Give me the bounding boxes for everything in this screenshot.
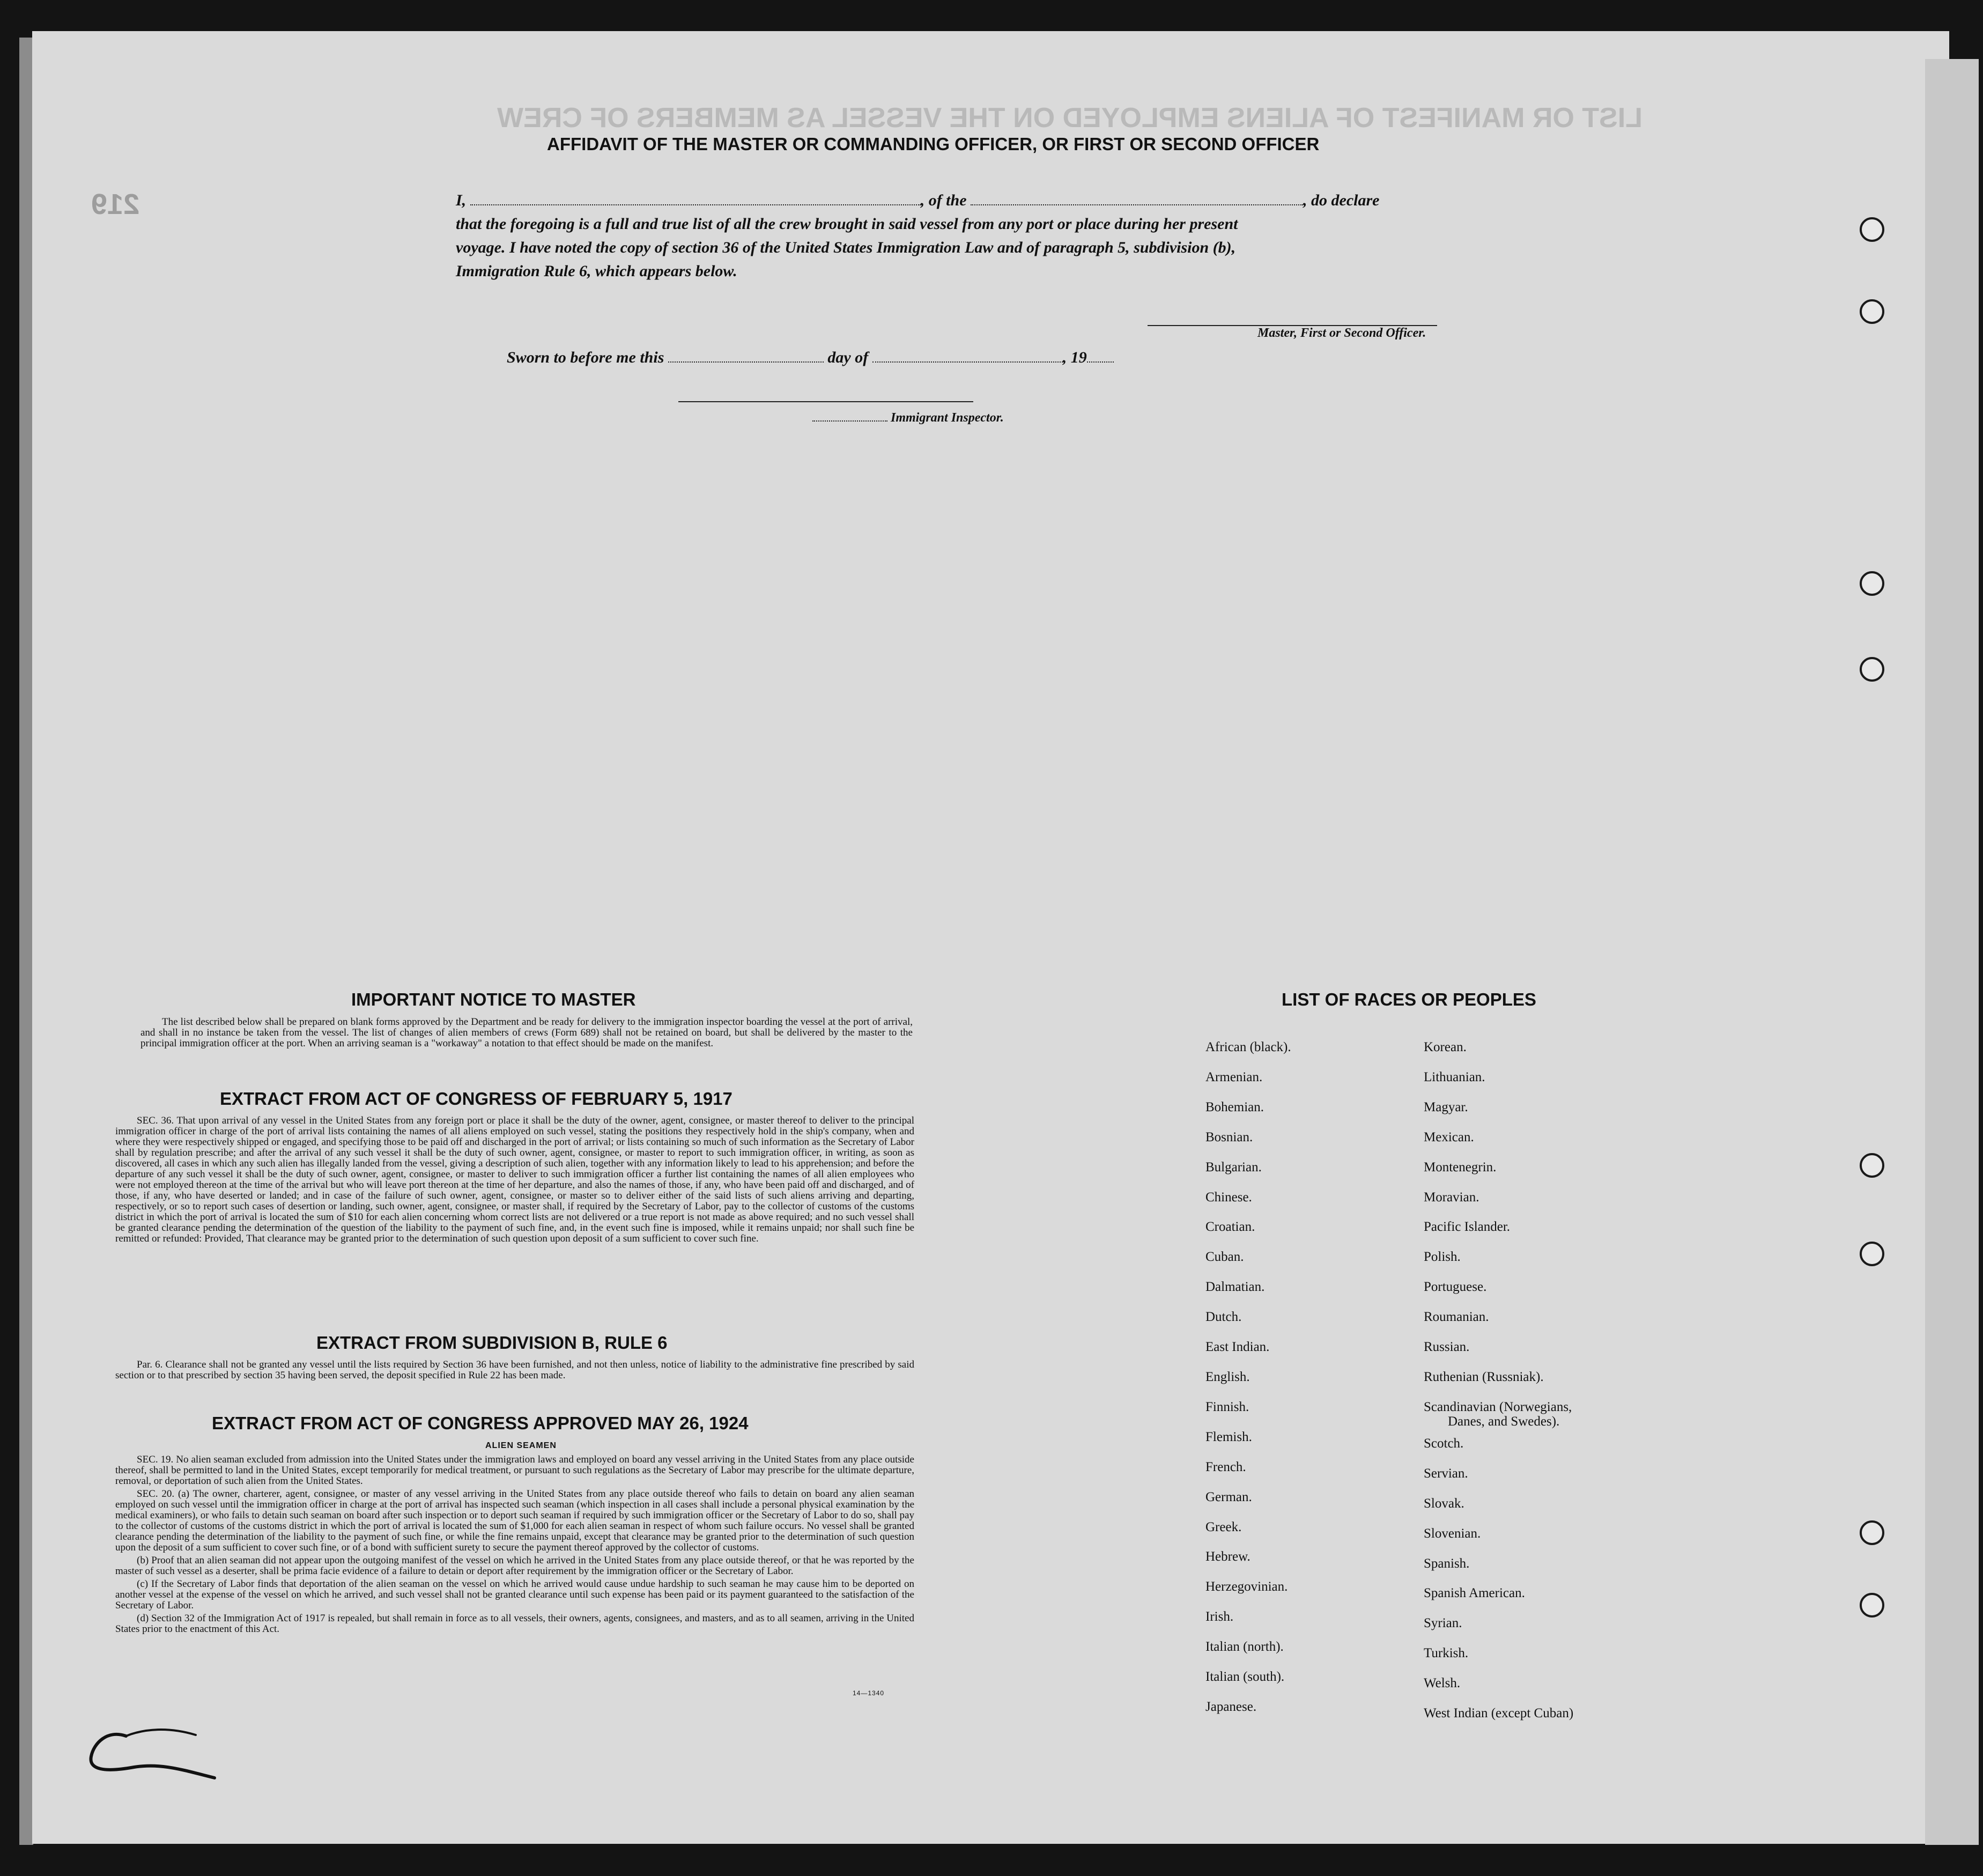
race-item: Moravian. <box>1424 1190 1479 1205</box>
punch-hole <box>1860 657 1884 682</box>
inspector-signature-line[interactable] <box>678 401 973 402</box>
race-item: Dalmatian. <box>1205 1280 1265 1295</box>
race-item: Turkish. <box>1424 1646 1469 1661</box>
notice-title: IMPORTANT NOTICE TO MASTER <box>351 989 636 1009</box>
affidavit-line-4: Immigration Rule 6, which appears below. <box>456 262 737 280</box>
race-item: German. <box>1205 1489 1252 1504</box>
section-20d-paragraph: (d) Section 32 of the Immigration Act of 1917 is repealed, but shall remain in force as to all vessels, their owners, agents, consignees, and masters, and as to all seamen, arriving in the United States prior to the enactment of this Act. <box>115 1613 914 1635</box>
race-item: English. <box>1205 1369 1250 1384</box>
section-20b-paragraph: (b) Proof that an alien seaman did not appear upon the outgoing manifest of the vessel on which he arrived in the United States from any place outside thereof, or that he was reported by the master of such vessel as a deserter, shall be prima facie evidence of a failure to detain or deport after requirement by the immigration officer or the Secretary of Labor. <box>115 1555 914 1577</box>
race-item: Polish. <box>1424 1250 1461 1265</box>
race-item: Korean. <box>1424 1040 1467 1054</box>
affidavit-i: I, <box>456 191 467 209</box>
race-item: Bulgarian. <box>1205 1159 1262 1175</box>
form-number: 14—1340 <box>853 1689 885 1697</box>
bleed-through-number: 219 <box>91 188 140 220</box>
race-item: Russian. <box>1424 1340 1470 1355</box>
extract-rule6-title: EXTRACT FROM SUBDIVISION B, RULE 6 <box>316 1333 668 1353</box>
race-item: Servian. <box>1424 1466 1468 1481</box>
race-item: Magyar. <box>1424 1099 1468 1114</box>
race-item: Japanese. <box>1205 1699 1257 1714</box>
race-item: Herzegovinian. <box>1205 1579 1288 1594</box>
sworn-day-field[interactable] <box>668 361 824 363</box>
race-item: Slovenian. <box>1424 1526 1481 1541</box>
race-item: Bohemian. <box>1205 1099 1264 1114</box>
race-item: Syrian. <box>1424 1616 1462 1631</box>
sworn-line <box>507 349 1114 367</box>
vessel-field[interactable] <box>971 204 1303 205</box>
section-20a-paragraph: SEC. 20. (a) The owner, charterer, agent, consignee, or master of any vessel arriving in the United States from any place outside thereof who fails to detain on board any alien seaman employed on such vessel until the immigration officer in charge at the port of arrival has inspected such seaman (which inspection in all cases shall include a personal physical examination by the medical examiners), or who fails to detain such seaman on board after such inspection or to deport such seaman if required by such immigration officer or the Secretary of Labor to do so, shall pay to the collector of customs of the customs district in which the port of arrival is located the sum of $1,000 for each alien seaman in respect of whom such failure occurs. No vessel shall be granted clearance pending the determination of the liability to the payment of such fine, or while the fine remains unpaid, except that clearance may be granted prior to the determination of such question upon the deposit of a sum sufficient to cover such fine, or of a bond with sufficient surety to secure the payment thereof approved by the collector of customs. <box>115 1488 914 1553</box>
inspector-field[interactable] <box>812 420 887 422</box>
paper-edge-left <box>19 38 33 1845</box>
race-item: French. <box>1205 1459 1246 1474</box>
sworn-year-field[interactable] <box>1087 361 1114 363</box>
race-item: Dutch. <box>1205 1310 1242 1325</box>
race-item: Irish. <box>1205 1609 1234 1624</box>
race-item: Danes, and Swedes). <box>1448 1414 1560 1429</box>
race-item: Scotch. <box>1424 1436 1464 1451</box>
alien-seamen-subtitle: ALIEN SEAMEN <box>485 1441 557 1450</box>
race-item: Pacific Islander. <box>1424 1220 1511 1235</box>
master-signature-label: Master, First or Second Officer. <box>1257 326 1426 340</box>
race-item: Spanish. <box>1424 1556 1470 1571</box>
race-item: Spanish American. <box>1424 1586 1525 1601</box>
affidavit-line-1 <box>456 189 1528 212</box>
race-item: Welsh. <box>1424 1676 1461 1691</box>
punch-hole <box>1860 571 1884 596</box>
extract-1917-text <box>115 1116 914 1246</box>
race-item: Lithuanian. <box>1424 1069 1485 1084</box>
inspector-label-text: Immigrant Inspector. <box>891 411 1004 425</box>
race-item: Bosnian. <box>1205 1129 1253 1144</box>
bleed-through-header: LIST OR MANIFEST OF ALIENS EMPLOYED ON THE VESSEL AS MEMBERS OF CREW <box>497 102 1642 134</box>
races-column-2 <box>1424 1032 1573 1729</box>
punch-hole <box>1860 217 1884 242</box>
race-item: Ruthenian (Russniak). <box>1424 1369 1544 1384</box>
section-20c-paragraph: (c) If the Secretary of Labor finds that deportation of the alien seaman on the vessel on which he arrived would cause undue hardship to such seaman he may cause him to be deported on another vessel at the expense of the vessel on which he arrived, and such vessel shall not be granted clearance until such expense has been paid or its payment guaranteed to the satisfaction of the Secretary of Labor. <box>115 1578 914 1611</box>
name-field[interactable] <box>470 204 921 205</box>
affidavit-line-3: voyage. I have noted the copy of section 36 of the United States Immigration Law and of paragraph 5, subdivision (b), <box>456 239 1236 256</box>
inspector-label <box>812 411 1004 425</box>
extract-1917-title: EXTRACT FROM ACT OF CONGRESS OF FEBRUARY 5, 1917 <box>220 1089 732 1109</box>
race-item: Italian (north). <box>1205 1639 1284 1655</box>
punch-hole <box>1860 1153 1884 1178</box>
notice-text <box>140 1017 913 1051</box>
race-item: Armenian. <box>1205 1069 1263 1084</box>
pen-mark <box>75 1713 236 1783</box>
race-item: Montenegrin. <box>1424 1159 1497 1175</box>
race-item: Mexican. <box>1424 1129 1474 1144</box>
affidavit-line-2: that the foregoing is a full and true list of all the crew brought in said vessel from any port or place during her present <box>456 215 1238 233</box>
race-item: Cuban. <box>1205 1250 1244 1265</box>
paragraph-6: Par. 6. Clearance shall not be granted any vessel until the lists required by Section 36 have been furnished, and not then unless, notice of liability to the administrative fine prescribed by said section or to that prescribed by section 35 having been served, the deposit specified in Rule 22 has been made. <box>115 1359 914 1381</box>
races-title: LIST OF RACES OR PEOPLES <box>1282 989 1536 1009</box>
extract-1924-title: EXTRACT FROM ACT OF CONGRESS APPROVED MAY 26, 1924 <box>212 1413 749 1433</box>
race-item: Chinese. <box>1205 1190 1252 1205</box>
punch-hole <box>1860 1520 1884 1545</box>
punch-hole <box>1860 299 1884 324</box>
paper-edge-right <box>1925 59 1979 1845</box>
race-item: Portuguese. <box>1424 1280 1487 1295</box>
race-item: East Indian. <box>1205 1340 1270 1355</box>
affidavit-of-the: , of the <box>920 191 967 209</box>
race-item: Greek. <box>1205 1519 1242 1534</box>
race-item: African (black). <box>1205 1040 1291 1054</box>
sworn-prefix: Sworn to before me this <box>507 349 664 366</box>
sworn-year: , 19 <box>1062 349 1087 366</box>
affidavit-do-declare: , do declare <box>1303 191 1380 209</box>
race-item: Slovak. <box>1424 1496 1464 1511</box>
race-item: Finnish. <box>1205 1399 1249 1414</box>
race-item: Roumanian. <box>1424 1310 1489 1325</box>
section-36-paragraph: SEC. 36. That upon arrival of any vessel in the United States from any foreign port or place it shall be the duty of the owner, agent, consignee, or master thereof to deliver to the principal immigration officer in charge of the port of arrival lists containing the names of all aliens employed on such vessel, stating the positions they respectively hold in the ship's company, when and where they were respectively shipped or engaged, and specifying those to be paid off and discharged in the port of arrival; or lists containing so much of such information as the Secretary of Labor shall by regulation prescribe; and after the arrival of any such vessel it shall be the duty of such owner, agent, consignee, or master to report to such immigration officer, in writing, as soon as discovered, all cases in which any such alien has illegally landed from the vessel, giving a description of such alien, together with any information likely to lead to his apprehension; and before the departure of any such vessel it shall be the duty of such owner, agent, consignee, or master to deliver to such immigration officer a further list containing the names of all alien employees who were not employed thereon at the time of the arrival but who will leave port thereon at the time of her departure, and also the names of those, if any, who have been paid off and discharged, and of those, if any, who have deserted or landed; and in case of the failure of such owner, agent, consignee, or master so to deliver either of the said lists of such aliens arriving and departing, respectively, or so to report such cases of desertion or landing, such owner, agent, consignee, or master shall, if required by the Secretary of Labor, pay to the collector of customs of the customs district in which the port of arrival is located the sum of $10 for each alien concerning whom correct lists are not delivered or a true report is not made as above required; and no such vessel shall be granted clearance pending the determination of the question of the liability to the payment of such fine, and, in the event such fine is imposed, while it remains unpaid; nor shall such fine be remitted or refunded: Provided, That clearance may be granted prior to the determination of such question upon deposit of a sum sufficient to cover such fine. <box>115 1115 914 1244</box>
race-item: Croatian. <box>1205 1220 1255 1235</box>
affidavit-title: AFFIDAVIT OF THE MASTER OR COMMANDING OFFICER, OR FIRST OR SECOND OFFICER <box>547 134 1320 154</box>
race-item: Italian (south). <box>1205 1670 1285 1685</box>
section-19-paragraph: SEC. 19. No alien seaman excluded from admission into the United States under the immigration laws and employed on board any vessel arriving in the United States from any place outside thereof, shall be permitted to land in the United States, except temporarily for medical treatment, or pursuant to such regulations as the Secretary of Labor may prescribe for the ultimate departure, removal, or deportation of such alien from the United States. <box>115 1454 914 1487</box>
race-item: Hebrew. <box>1205 1549 1251 1564</box>
sworn-day-of: day of <box>827 349 869 366</box>
sworn-month-field[interactable] <box>872 361 1063 363</box>
affidavit-text <box>456 189 1528 283</box>
punch-hole <box>1860 1242 1884 1266</box>
extract-1924-text <box>115 1454 914 1637</box>
race-item: Scandinavian (Norwegians, <box>1424 1399 1572 1414</box>
notice-paragraph: The list described below shall be prepared on blank forms approved by the Department and be ready for delivery to the immigration inspector boarding the vessel at the port of arrival, and shall in no instance be taken from the vessel. The list of changes of alien members of crews (Form 689) shall not be retained on board, but shall be delivered by the master to the principal immigration officer at the port. When an arriving seaman is a "workaway" a notation to that effect should be made on the manifest. <box>140 1016 913 1049</box>
punch-hole <box>1860 1593 1884 1618</box>
races-column-1 <box>1205 1032 1291 1722</box>
race-item: West Indian (except Cuban) <box>1424 1706 1574 1721</box>
race-item: Flemish. <box>1205 1429 1252 1444</box>
extract-rule6-text <box>115 1360 914 1383</box>
